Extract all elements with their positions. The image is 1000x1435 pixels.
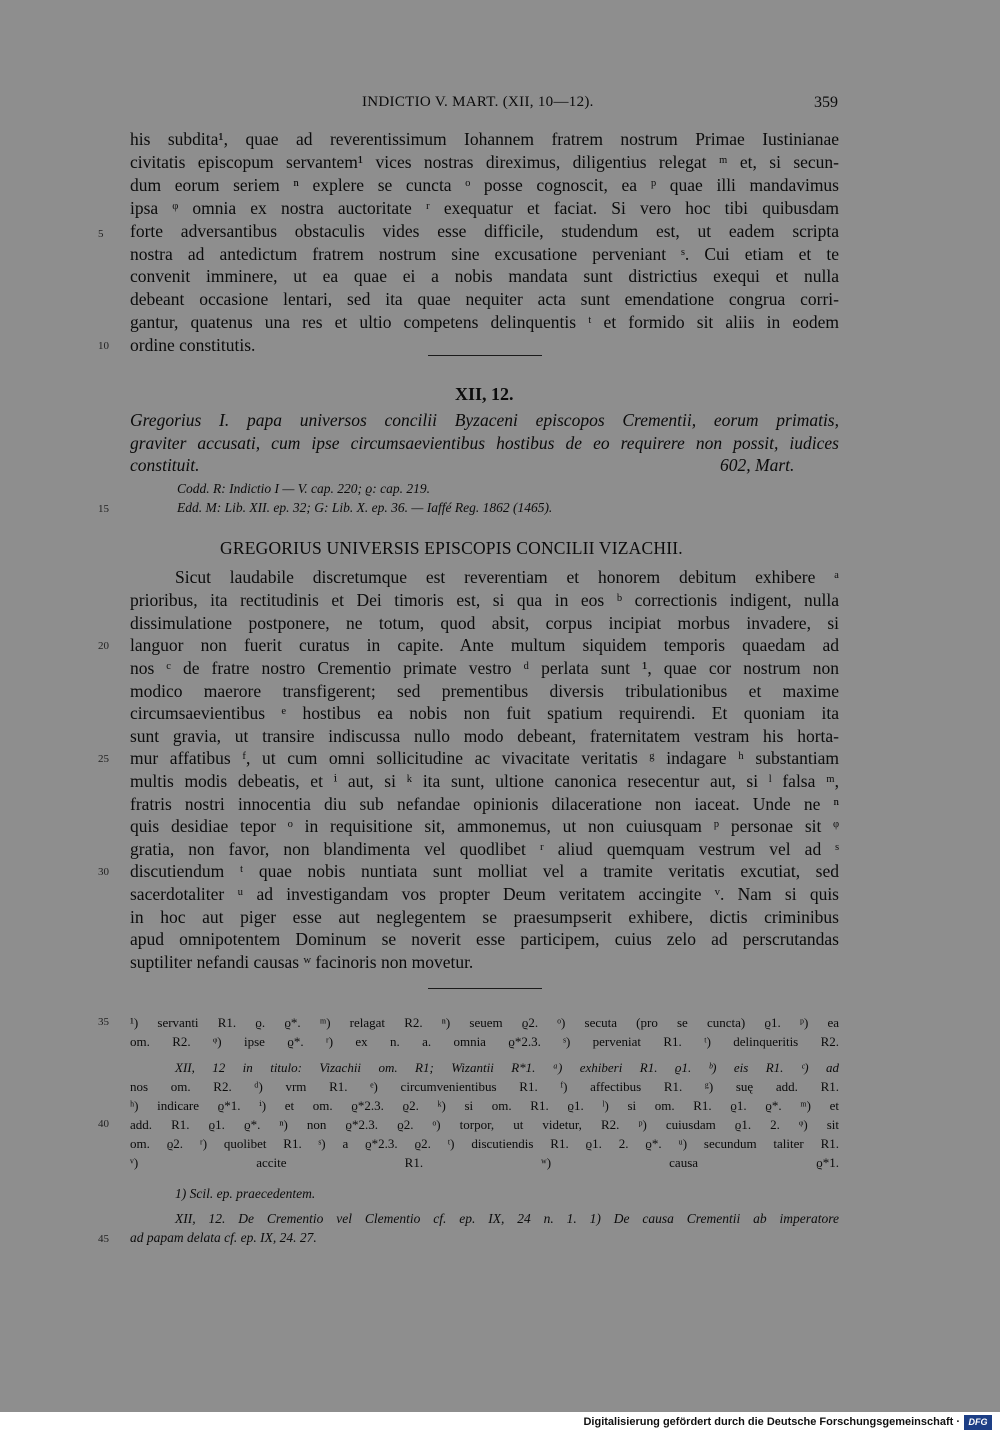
line-number: 30	[98, 866, 109, 878]
line-number: 45	[98, 1233, 109, 1245]
summary-line: graviter accusati, cum ipse circumsaevientibus hostibus de eo requirere non possit, iudices	[130, 433, 839, 453]
line-number: 5	[98, 228, 104, 240]
running-title: INDICTIO V. MART. (XII, 10—12).	[362, 94, 594, 110]
text-line: sacerdotaliter ᵘ ad investigandam vos propter Deum veritatem accingite ᵛ. Nam si quis	[130, 884, 839, 904]
text-line: ipsa ᵠ omnia ex nostra auctoritate ʳ exequatur et faciat. Si vero hoc tibi quibusdam	[130, 198, 839, 218]
apparatus-line: om. R2. ᵠ) ipse ϱ*. ʳ) ex n. a. omnia ϱ*2.3. ˢ) perveniat R1. ᵗ) delinqueritis R2.	[130, 1034, 839, 1049]
salutation: GREGORIUS UNIVERSIS EPISCOPIS CONCILII VIZACHII.	[220, 538, 683, 558]
text-line: ordine constitutis.	[130, 335, 256, 355]
text-line: dum eorum seriem ⁿ explere se cuncta ᵒ posse cognoscit, ea ᵖ quae illi mandavimus	[130, 175, 839, 195]
apparatus-line: ᵛ) accite R1. ʷ) causa ϱ*1.	[130, 1155, 839, 1170]
text-line: suptiliter nefandi causas ʷ facinoris non movetur.	[130, 952, 474, 972]
summary-line: constituit.	[130, 455, 200, 475]
text-line: sunt gravia, ut transire indiscussa nullo modo debeant, fraternitatem vestram his horta-	[130, 726, 839, 746]
note-line: XII, 12. De Crementio vel Clementio cf. ep. IX, 24 n. 1. 1) De causa Crementii ab imperatore	[175, 1211, 839, 1226]
note-line: ad papam delata cf. ep. IX, 24. 27.	[130, 1230, 317, 1245]
text-line: debeant occasione lentari, sed ita quae nequiter acta sunt emendatione congrua corri-	[130, 289, 839, 309]
text-line: modico maerore transfigerent; sed prementibus diversis tribulationibus et maxime	[130, 681, 839, 701]
text-line: forte adversantibus obstaculis vides esse difficile, studendum est, ut eadem scripta	[130, 221, 839, 241]
editions-line: Edd. M: Lib. XII. ep. 32; G: Lib. X. ep. 36. — Iaffé Reg. 1862 (1465).	[177, 500, 553, 515]
summary-line: Gregorius I. papa universos concilii Byzaceni episcopos Crementii, eorum primatis,	[130, 410, 839, 430]
apparatus-line: om. ϱ2. ʳ) quolibet R1. ˢ) a ϱ*2.3. ϱ2. ᵗ) discutiendis R1. ϱ1. 2. ϱ*. ᵘ) secundum taliter R1.	[130, 1136, 839, 1151]
dfg-logo[interactable]: DFG	[964, 1415, 992, 1430]
text-line: his subdita¹, quae ad reverentissimum Iohannem fratrem nostrum Primae Iustinianae	[130, 129, 839, 149]
text-line: nostra ad antedictum fratrem nostrum sine excusatione perveniant ˢ. Cui etiam et te	[130, 244, 839, 264]
codices-line: Codd. R: Indictio I — V. cap. 220; ϱ: cap. 219.	[177, 481, 430, 496]
text-line: discutiendum ᵗ quae nobis nuntiata sunt molliat vel a tramite veritatis excutiat, sed	[130, 861, 839, 881]
line-number: 40	[98, 1118, 109, 1130]
text-line: gratia, non favor, non blandimenta vel quodlibet ʳ aliud quemquam vestrum vel ad ˢ	[130, 839, 839, 859]
text-line: Sicut laudabile discretumque est reverentiam et honorem debitum exhibere ᵃ	[175, 567, 839, 587]
line-number: 10	[98, 340, 109, 352]
line-number: 15	[98, 503, 109, 515]
apparatus-line: nos om. R2. ᵈ) vrm R1. ᵉ) circumvenientibus R1. ᶠ) affectibus R1. ᵍ) suę add. R1.	[130, 1079, 839, 1094]
text-line: convenit imminere, ut ea quae ei a nobis mandata sunt districtius exequi et nulla	[130, 266, 839, 286]
text-line: in hoc aut piger esse aut neglegentem se praesumpserit exhibere, dictis criminibus	[130, 907, 839, 927]
summary-date: 602, Mart.	[720, 455, 795, 475]
text-line: dissimulatione postponere, ne totum, quod absit, corpus incipiat morbus invadere, si	[130, 613, 839, 633]
note-line: 1) Scil. ep. praecedentem.	[175, 1186, 316, 1201]
text-line: quis desidiae tepor ᵒ in requisitione sit, ammonemus, ut non cuiusquam ᵖ personae sit ᵠ	[130, 816, 839, 836]
text-line: prioribus, ita rectitudinis et Dei timoris est, si qua in eos ᵇ correctionis indigent, nulla	[130, 590, 839, 610]
footer-bar	[0, 1412, 1000, 1435]
apparatus-line: ʰ) indicare ϱ*1. ⁱ) et om. ϱ*2.3. ϱ2. ᵏ) si om. R1. ϱ1. ˡ) si om. R1. ϱ1. ϱ*. ᵐ) et	[130, 1098, 839, 1113]
text-line: nos ᶜ de fratre nostro Crementio primate vestro ᵈ perlata sunt ¹, quae cor nostrum non	[130, 658, 839, 678]
text-line: fratris nostri innocentia diu sub nefandae opinionis dilaceratione non iaceat. Unde ne ⁿ	[130, 794, 839, 814]
text-line: gantur, quatenus una res et ultio competens delinquentis ᵗ et formido sit aliis in eodem	[130, 312, 839, 332]
section-heading: XII, 12.	[455, 384, 514, 404]
apparatus-line: add. R1. ϱ1. ϱ*. ⁿ) non ϱ*2.3. ϱ2. ᵒ) torpor, ut videtur, R2. ᵖ) cuiusdam ϱ1. 2. ᵠ) sit	[130, 1117, 839, 1132]
section-divider	[428, 988, 542, 989]
text-line: languor non fuerit curatus in capite. Ante multum siquidem temporis quaedam ad	[130, 635, 839, 655]
section-divider	[428, 355, 542, 356]
text-line: multis modis debeatis, et ⁱ aut, si ᵏ ita sunt, ultione canonica resecentur aut, si ˡ falsa ᵐ,	[130, 771, 839, 791]
funding-notice: Digitalisierung gefördert durch die Deutsche Forschungsgemeinschaft ·	[583, 1416, 960, 1428]
page-number: 359	[814, 94, 838, 111]
line-number: 20	[98, 640, 109, 652]
apparatus-line: XII, 12 in titulo: Vizachii om. R1; Wizantii R*1. ᵃ) exhiberi R1. ϱ1. ᵇ) eis R1. ᶜ) ad	[175, 1060, 839, 1075]
text-line: mur affatibus ᶠ, ut cum omni sollicitudine ac vivacitate veritatis ᵍ indagare ʰ substantiam	[130, 748, 839, 768]
text-line: apud omnipotentem Dominum se noverit esse participem, cuius zelo ad perscrutandas	[130, 929, 839, 949]
text-line: civitatis episcopum servantem¹ vices nostras direximus, diligentius relegat ᵐ et, si secun-	[130, 152, 839, 172]
apparatus-line: ¹) servanti R1. ϱ. ϱ*. ᵐ) relagat R2. ⁿ) seuem ϱ2. ᵒ) secuta (pro se cuncta) ϱ1. ᵖ) ea	[130, 1015, 839, 1030]
line-number: 35	[98, 1016, 109, 1028]
line-number: 25	[98, 753, 109, 765]
text-line: circumsaevientibus ᵉ hostibus ea nobis non fuit spatium requirendi. Et quoniam ita	[130, 703, 839, 723]
